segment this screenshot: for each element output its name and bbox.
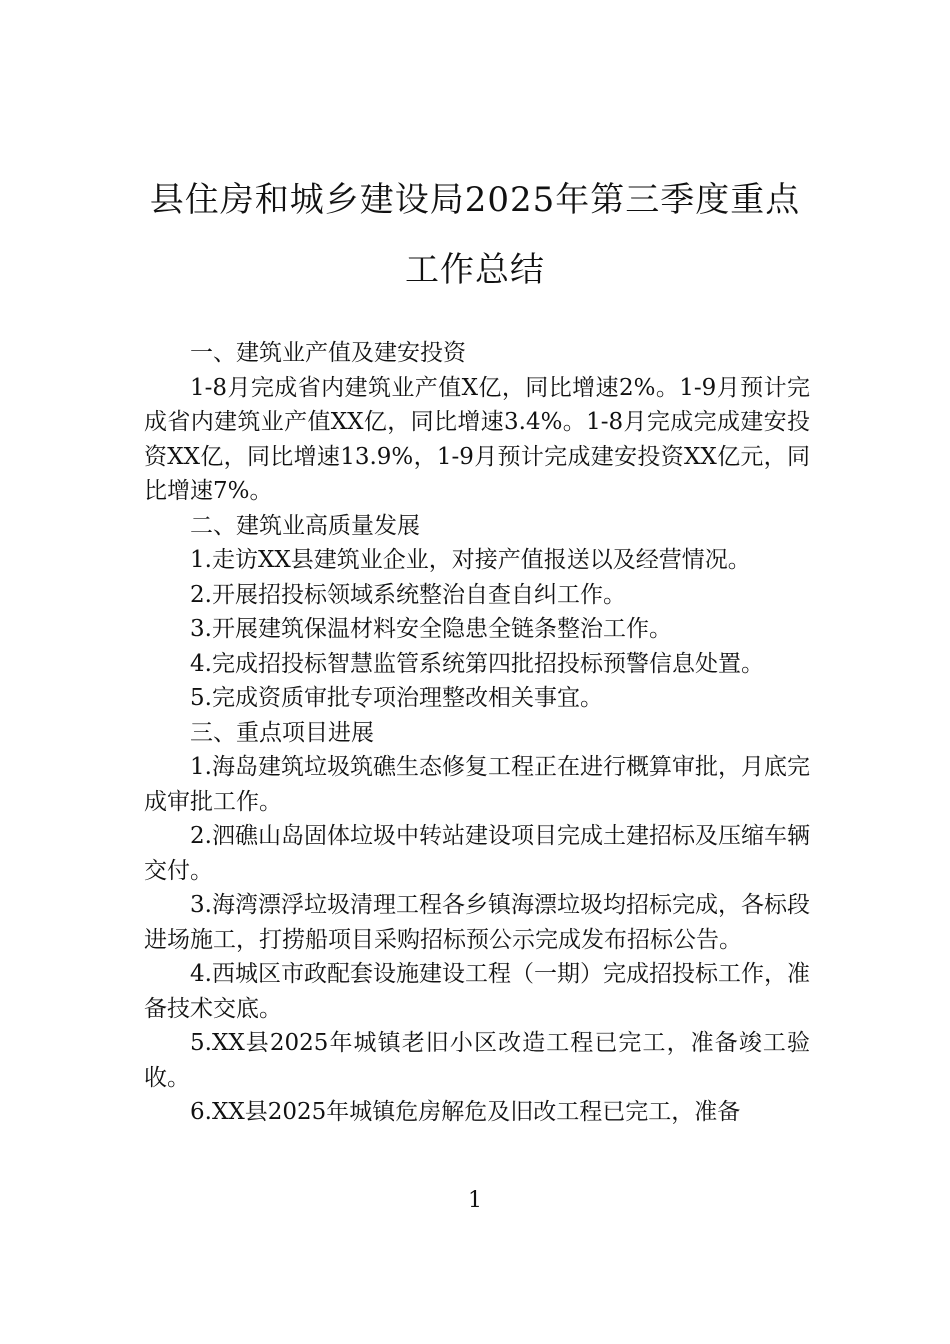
paragraph: 2.泗礁山岛固体垃圾中转站建设项目完成土建招标及压缩车辆交付。 — [144, 823, 810, 884]
page-number: 1 — [468, 1188, 482, 1213]
paragraph: 5.XX县2025年城镇老旧小区改造工程已完工，准备竣工验收。 — [144, 1030, 810, 1091]
section-heading: 二、建筑业高质量发展 — [190, 512, 420, 539]
paragraph: 4.西城区市政配套设施建设工程（一期）完成招投标工作，准备技术交底。 — [144, 961, 810, 1022]
section-heading: 一、建筑业产值及建安投资 — [190, 340, 466, 366]
paragraph: 1.海岛建筑垃圾筑礁生态修复工程正在进行概算审批，月底完成审批工作。 — [144, 754, 810, 815]
paragraph: 1-8月完成省内建筑业产值X亿，同比增速2%。1-9月预计完成省内建筑业产值XX亿，同比增速3.4%。1-8月完成完成建安投资XX亿，同比增速13.9%，1-9月预计完成建安投资XX亿元，同比增速7%。 — [144, 374, 810, 504]
paragraph: 4.完成招投标智慧监管系统第四批招投标预警信息处置。 — [190, 650, 764, 677]
document-body — [144, 336, 810, 1130]
document-title-line-2: 工作总结 — [405, 250, 545, 290]
paragraph: 1.走访XX县建筑业企业，对接产值报送以及经营情况。 — [190, 547, 751, 573]
paragraph: 6.XX县2025年城镇危房解危及旧改工程已完工，准备 — [190, 1099, 741, 1125]
paragraph: 2.开展招投标领域系统整治自查自纠工作。 — [190, 581, 626, 608]
section-heading: 三、重点项目进展 — [190, 719, 374, 746]
document-title-line-1: 县住房和城乡建设局2025年第三季度重点 — [149, 180, 801, 220]
paragraph: 3.海湾漂浮垃圾清理工程各乡镇海漂垃圾均招标完成，各标段进场施工，打捞船项目采购招标预公示完成发布招标公告。 — [144, 892, 810, 953]
paragraph: 3.开展建筑保温材料安全隐患全链条整治工作。 — [190, 616, 672, 642]
paragraph: 5.完成资质审批专项治理整改相关事宜。 — [190, 685, 603, 711]
